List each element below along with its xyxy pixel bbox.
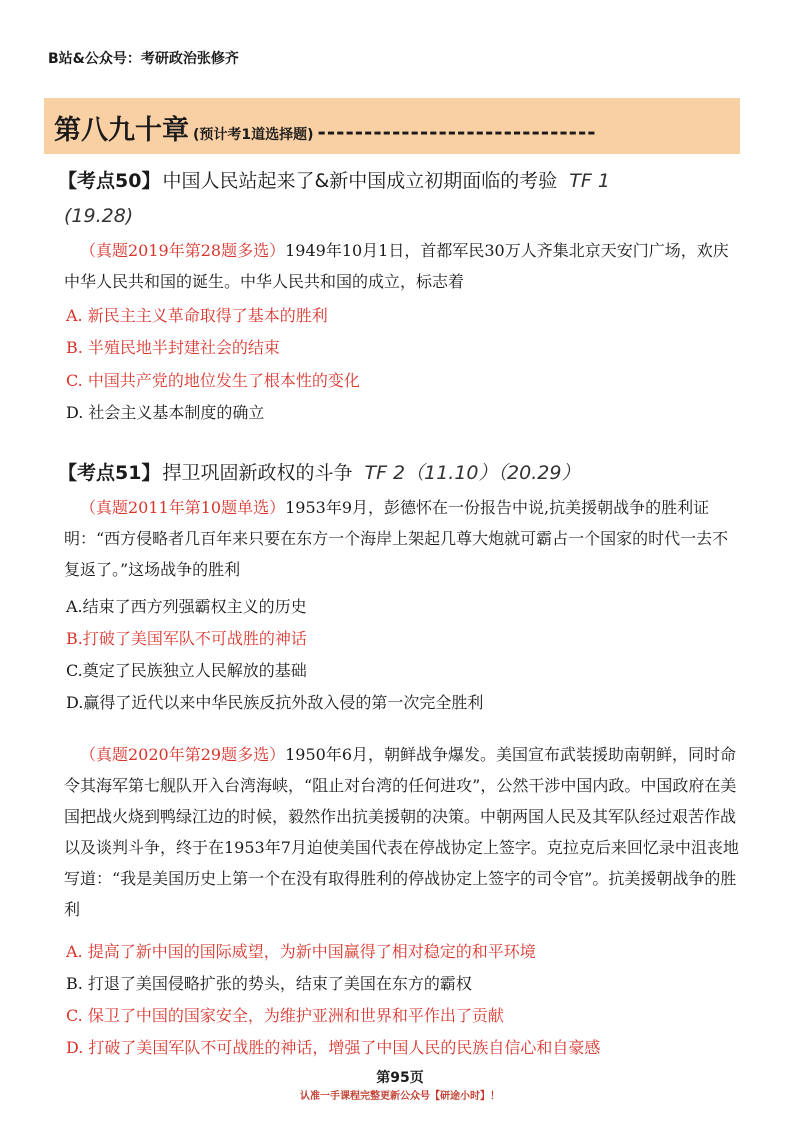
q1-option-d: D. 社会主义基本制度的确立 <box>66 403 265 422</box>
q2-stem <box>64 492 744 585</box>
q1-option-c: C. 中国共产党的地位发生了根本性的变化 <box>66 371 360 390</box>
q3-option-b: B. 打退了美国侵略扩张的势头，结束了美国在东方的霸权 <box>66 974 472 993</box>
kp50-title: 中国人民站起来了&新中国成立初期面临的考验 <box>162 170 558 192</box>
kp50-label: 【考点50】 <box>58 170 161 192</box>
q3-option-a: A. 提高了新中国的国际威望，为新中国赢得了相对稳定的和平环境 <box>66 942 536 961</box>
kp51-label: 【考点51】 <box>58 462 161 484</box>
q2-option-d: D.赢得了近代以来中华民族反抗外敌入侵的第一次完全胜利 <box>66 693 484 712</box>
header-text: B站&公众号：考研政治张修齐 <box>48 51 239 67</box>
q1-option-a: A. 新民主主义革命取得了基本的胜利 <box>66 306 328 325</box>
page-number: 第95页 <box>376 1070 424 1086</box>
q2-source: （真题2011年第10题单选） <box>80 498 286 517</box>
chapter-banner <box>44 98 740 154</box>
kp50-tf: TF 1 <box>569 170 610 192</box>
footer-note: 认准一手课程完整更新公众号【研途小时】！ <box>300 1091 500 1102</box>
q2-option-b: B.打破了美国军队不可战胜的神话 <box>66 629 307 648</box>
q3-option-c: C. 保卫了中国的国家安全，为维护亚洲和世界和平作出了贡献 <box>66 1006 504 1025</box>
chapter-title <box>54 108 597 147</box>
q1-text: 1949年10月1日，首都军民30万人齐集北京天安门广场，欢庆中华人民共和国的诞生。中华人民共和国的成立，标志着 <box>64 241 729 291</box>
q3-source: （真题2020年第29题多选） <box>80 745 286 764</box>
kp50-tf-score: (19.28) <box>64 205 134 227</box>
q3-text: 1950年6月，朝鲜战争爆发。美国宣布武装援助南朝鲜，同时命令其海军第七舰队开入台湾海峡，“阻止对台湾的任何进攻”，公然干涉中国内政。中国政府在美国把战火烧到鸭绿江边的时候，毅然作出抗美援朝的决策。中朝两国人民及其军队经过艰苦作战以及谈判斗争，终于在1953年7月迫使美国代表在停战协定上签字。克拉克后来回忆录中沮丧地写道：“我是美国历史上第一个在没有取得胜利的停战协定上签字的司令官”。抗美援朝战争的胜利 <box>64 745 739 919</box>
kp51-heading <box>58 458 580 485</box>
kp51-tf: TF 2（11.10）（20.29） <box>364 462 581 484</box>
kp50-heading <box>58 166 610 193</box>
q1-option-b: B. 半殖民地半封建社会的结束 <box>66 338 280 357</box>
q1-source: （真题2019年第28题多选） <box>80 241 286 260</box>
q1-stem <box>64 235 744 297</box>
q2-text: 1953年9月，彭德怀在一份报告中说,抗美援朝战争的胜利证明：“西方侵略者几百年来只要在东方一个海岸上架起几尊大炮就可霸占一个国家的时代一去不复返了。”这场战争的胜利 <box>64 498 729 579</box>
q2-option-c: C.奠定了民族独立人民解放的基础 <box>66 661 307 680</box>
chapter-note: (预计考1道选择题) <box>193 127 314 143</box>
chapter-name: 第八九十章 <box>54 115 189 146</box>
q2-option-a: A.结束了西方列强霸权主义的历史 <box>66 597 307 616</box>
chapter-dashes: ------------------------------ <box>317 120 597 144</box>
q3-stem <box>64 739 744 925</box>
kp51-title: 捍卫巩固新政权的斗争 <box>162 462 353 484</box>
q3-option-d: D. 打破了美国军队不可战胜的神话，增强了中国人民的民族自信心和自豪感 <box>66 1038 601 1057</box>
